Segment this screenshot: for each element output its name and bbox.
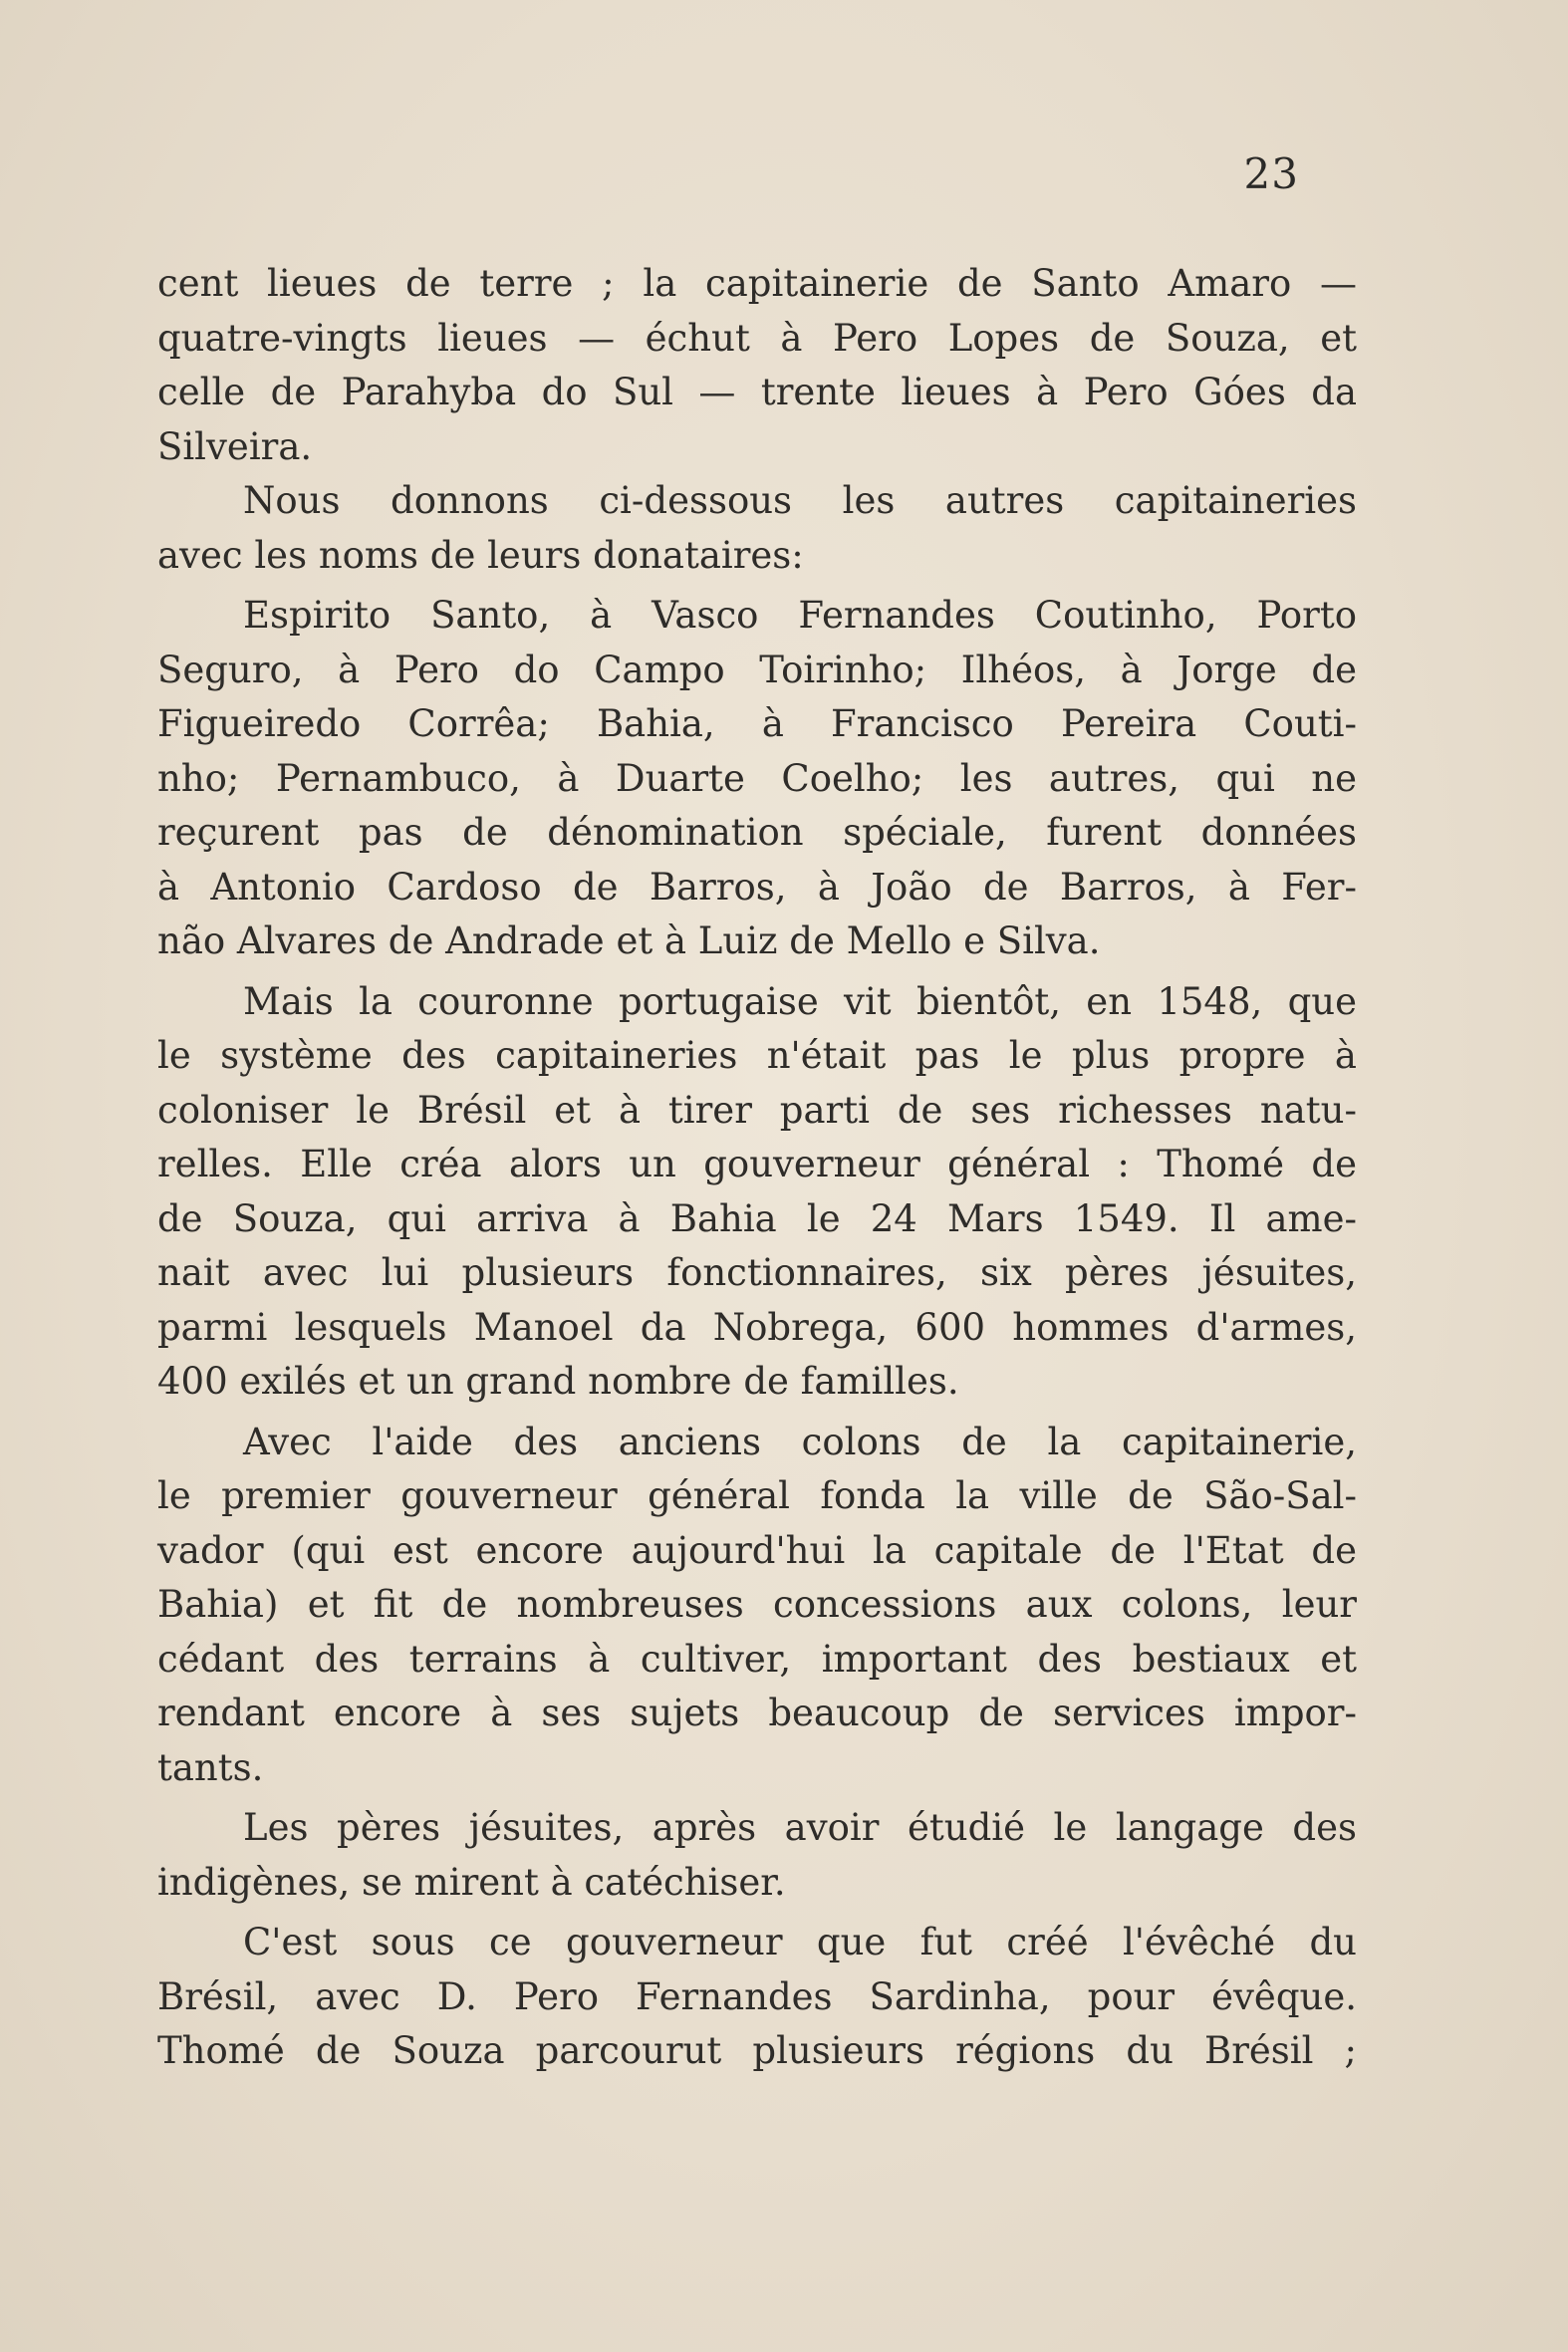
text-line: Les pères jésuites, après avoir étudié le langage des <box>243 1806 1357 1849</box>
paragraph <box>157 257 1357 474</box>
text-line: reçurent pas de dénomination spéciale, furent données <box>157 811 1357 854</box>
text-line: tants. <box>157 1745 264 1789</box>
text-line: Silveira. <box>157 424 313 468</box>
text-line: parmi lesquels Manoel da Nobrega, 600 hommes d'armes, <box>157 1305 1357 1349</box>
text-line: le premier gouverneur général fonda la ville de São-Sal- <box>157 1474 1357 1517</box>
text-line: de Souza, qui arriva à Bahia le 24 Mars 1549. Il ame- <box>157 1196 1357 1240</box>
text-line: 400 exilés et un grand nombre de familles. <box>157 1360 959 1403</box>
text-line: Thomé de Souza parcourut plusieurs régions du Brésil ; <box>157 2029 1357 2072</box>
text-line: indigènes, se mirent à catéchiser. <box>157 1860 786 1904</box>
text-line: avec les noms de leurs donataires: <box>157 533 804 577</box>
text-line: relles. Elle créa alors un gouverneur général : Thomé de <box>157 1143 1357 1185</box>
text-line: Seguro, à Pero do Campo Toirinho; Ilhéos, à Jorge de <box>157 648 1357 691</box>
text-line: quatre-vingts lieues — échut à Pero Lopes de Souza, et <box>157 316 1357 360</box>
text-line: rendant encore à ses sujets beaucoup de services impor- <box>157 1692 1357 1734</box>
text-line: Nous donnons ci-dessous les autres capitaineries <box>243 479 1357 522</box>
paragraph <box>157 1416 1357 1796</box>
text-line: cent lieues de terre ; la capitainerie de Santo Amaro — <box>157 262 1357 305</box>
paragraph <box>157 1801 1357 1910</box>
text-line: C'est sous ce gouverneur que fut créé l'évêché du <box>243 1921 1357 1963</box>
text-line: vador (qui est encore aujourd'hui la capitale de l'Etat de <box>157 1528 1357 1572</box>
text-line: nait avec lui plusieurs fonctionnaires, six pères jésuites, <box>157 1251 1357 1294</box>
text-line: nho; Pernambuco, à Duarte Coelho; les autres, qui ne <box>157 756 1357 800</box>
paragraph <box>157 589 1357 969</box>
paragraph <box>157 474 1357 583</box>
text-line: não Alvares de Andrade et à Luiz de Mello e Silva. <box>157 919 1101 962</box>
page-number: 23 <box>1243 149 1299 198</box>
text-line: celle de Parahyba do Sul — trente lieues à Pero Góes da <box>157 371 1357 413</box>
text-line: Espirito Santo, à Vasco Fernandes Coutinho, Porto <box>243 594 1357 637</box>
text-line: cédant des terrains à cultiver, important des bestiaux et <box>157 1637 1357 1681</box>
text-line: Figueiredo Corrêa; Bahia, à Francisco Pereira Couti- <box>157 702 1357 745</box>
body-text <box>157 257 1357 2079</box>
paragraph <box>157 1916 1357 2079</box>
text-line: Bahia) et fit de nombreuses concessions aux colons, leur <box>157 1583 1357 1626</box>
text-line: à Antonio Cardoso de Barros, à João de Barros, à Fer- <box>157 865 1357 909</box>
text-line: Avec l'aide des anciens colons de la capitainerie, <box>243 1420 1357 1463</box>
text-line: le système des capitaineries n'était pas le plus propre à <box>157 1034 1357 1077</box>
text-line: Brésil, avec D. Pero Fernandes Sardinha, pour évêque. <box>157 1974 1357 2018</box>
text-line: Mais la couronne portugaise vit bientôt, en 1548, que <box>243 979 1357 1023</box>
text-line: coloniser le Brésil et à tirer parti de ses richesses natu- <box>157 1088 1357 1132</box>
paragraph <box>157 975 1357 1410</box>
